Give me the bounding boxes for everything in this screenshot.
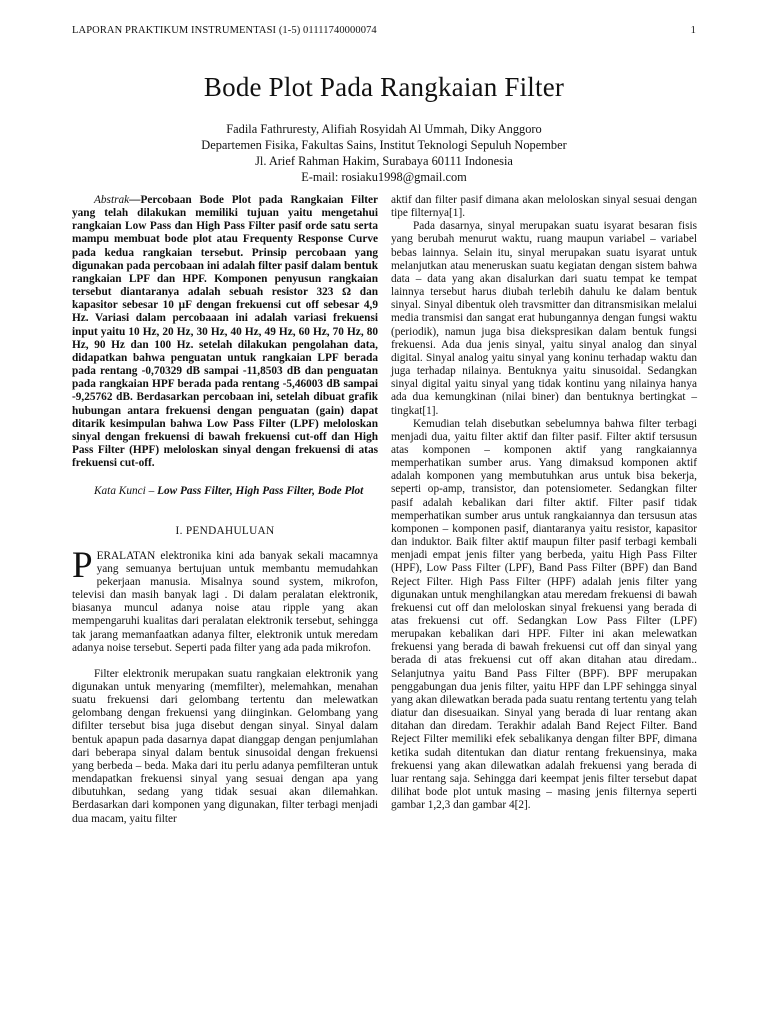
department: Departemen Fisika, Fakultas Sains, Institut Teknologi Sepuluh Nopember [201,138,567,152]
intro-paragraph-2: Filter elektronik merupakan suatu rangkaian elektronik yang digunakan untuk menyaring (memfilter), melemahkan, menahan suatu frekuensi dari gelombang tertentu dan melewatkan gelombang dengan frekuensi yang diinginkan. Gelombang yang difilter tersebut bisa juga disebut dengan sinyal. Sinyal dalam bentuk apapun pada dasarnya dapat dianggap dengan penjumlahan dari beberapa sinyal dalam bentuk sinusoidal dengan frekuensi yang berbeda – beda. Maka dari itu perlu adanya pemfilteran untuk mendapatkan frekuensi sinyal yang sesuai dengan apa yang dibutuhkan, sedang yang tidak sesuai akan dilemahkan. Berdasarkan dari komponen yang digunakan, filter terbagi menjadi dua macam, yaitu filter [72,667,378,825]
left-column [72,194,378,826]
author-block [0,121,768,185]
right-paragraph-2: Kemudian telah disebutkan sebelumnya bahwa filter terbagi menjadi dua, yaitu filter aktif dan filter pasif. Filter aktif tersusun atas komponen – komponen aktif yang rangkaiannya memperhatikan sumber arus. Yang dimaksud komponen aktif adalah komponen yang membutuhkan arus untuk bisa bekerja, seperti op-amp, transistor, dan potensiometer. Sedangkan filter pasif adalah kebalikan dari filter aktif. Filter pasif tidak memperhatikan sumber arus untuk rangkaiannya dan tersusun atas komponen – komponen pasif, diantaranya yaitu resistor, kapasitor dan induktor. Baik filter aktif maupun filter pasif terbagi kembali menjadi empat jenis filter yang berbeda, yaitu High Pass Filter (HPF), Low Pass Filter (LPF), Band Pass Filter (BPF) dan Band Reject Filter. High Pass Filter (HPF) adalah jenis filter yang digunakan untuk menghilangkan atau meredam frekuensi di bawah frekuensi cut off dan meloloskan sinyal frekuensi yang berada di atas frekuensi cut off. Sedangkan Low Pass Filter (LPF) merupakan kebalikan dari HPF. Filter ini akan melewatkan frekuensi yang berada di bawah frekuensi cut off dan sinyal yang berada di atas frekuensi cut off akan ditahan atau diredam.. Selanjutnya yaitu Band Pass Filter (BPF). BPF merupakan penggabungan dua jenis filter, yaitu HPF dan LPF sehingga sinyal yang akan dilewatkan berada pada suatu rentang tertentu yang telah diatur dan disesuaikan. Sinyal yang berada di luar rentang akan ditahan dan diredam. Terakhir adalah Band Reject Filter. Band Reject Filter memiliki efek sebalikanya dengan filter BPF, dimana ketika sudah ditentukan dan diatur rentang frekuensinya, maka frekuensi yang akan dilewatkan adalah frekuensi yang berada di luar rentang saja. Sehingga dari keempat jenis filter tersebut dapat dilihat bode plot untuk masing – masing jenis filternya seperti gambar 1,2,3 dan gambar 4[2]. [391,417,697,812]
intro-paragraph-1 [72,544,378,655]
drop-cap: P [72,544,93,586]
authors: Fadila Fathruresty, Alifiah Rosyidah Al Ummah, Diky Anggoro [226,122,542,136]
paper-title: Bode Plot Pada Rangkaian Filter [203,72,565,102]
abstract [72,194,378,470]
keywords-label: Kata Kunci – [94,485,158,498]
right-paragraph-1: Pada dasarnya, sinyal merupakan suatu isyarat besaran fisis yang berubah menurut waktu, ruang maupun variabel – variabel bebas lainnya. Selain itu, sinyal merupakan suatu isyarat untuk melanjutkan atau meneruskan suatu kegiatan dengan sistem bahwa data – data yang akan disalurkan dari suatu tempat ke tempat lainnya tersebut harus diubah terlebih dahulu ke dalam bentuk sinyal. Sinyal dibentuk oleh travsmitter dan ditransmisikan melalui media transmisi dan sangat erat hubungannya dengan fungsi waktu (periodik), namun juga bisa diekspresikan dalam bentuk fungsi frekuensi. Ada dua jenis sinyal, yaitu sinyal analog dan sinyal digital. Sinyal analog yaitu sinyal yang koninu terhadap waktu dan juga terhadap nilainya. Bentuknya yaitu sinusoidal. Sedangkan sinyal digital yaitu sinyal yang tidak kontinu yang nilainya hanya ada dua kemungkinan (nilai biner) dan bentuknya bertingkat – tingkat[1]. [391,220,697,417]
right-column [391,194,697,812]
email: E-mail: rosiaku1998@gmail.com [301,170,467,184]
running-title: LAPORAN PRAKTIKUM INSTRUMENTASI (1-5) 01111740000074 [72,25,377,36]
page-number: 1 [690,25,696,36]
abstract-text: —Percobaan Bode Plot pada Rangkaian Filter yang telah dilakukan memiliki tujuan yaitu mengetahui rangkaian Low Pass dan High Pass Filter pasif orde satu serta mampu membuat bode plot atau Frequenty Response Curve pada kedua rangkaian tersebut. Prinsip percobaan yang digunakan pada percobaan ini adalah filter pasif dalam bentuk rangkaian LPF dan HPF. Komponen penyusun rangkaian tersebut diantaranya adalah sebuah resistor 323 Ω dan kapasitor sebesar 10 μF dengan frekuensi cut off sebesar 4,9 Hz. Variasi dalam percobaaan ini adalah variasi frekuensi input yaitu 10 Hz, 20 Hz, 30 Hz, 40 Hz, 49 Hz, 60 Hz, 70 Hz, 80 Hz, 90 Hz dan 100 Hz. setelah dilakukan pengolahan data, didapatkan bahwa penguatan untuk rangkaian LPF berada pada rentang -0,70329 dB sampai -11,8503 dB dan penguatan pada rangkaian HPF berada pada rentang -5,46003 dB sampai -9,25762 dB. Berdasarkan percobaan ini, setelah dibuat grafik hubungan antara frekuensi dengan penguatan (gain) dapat ditarik kesimpulan bahwa Low Pass Filter (LPF) meloloskan sinyal dengan frekuensi di bawah frekuensi cut-off dan High Pass Filter (HPF) meloloskan sinyal dengan frekuensi di atas frekuensi cut-off. [72,194,378,470]
abstract-label: Abstrak [94,194,130,206]
section-heading-introduction: I. PENDAHULUAN [175,525,275,538]
keywords [72,485,378,498]
intro-paragraph-1-text: ERALATAN elektronika kini ada banyak sekali macamnya yang semuanya bertujuan untuk membantu memudahkan pekerjaan manusia. Misalnya sound system, mikrofon, televisi dan masih banyak lagi . Di dalam peralatan elektronik, biasanya muncul adanya noise atau ripple yang akan mempengaruhi kualitas dari peralatan elektronik tersebut, sehingga tak jarang memanfaatkan adanya filter, elektronik untuk meredam adanya noise tersebut. Seperti pada filter yang ada pada mikrofon. [72,549,378,654]
keywords-text: Low Pass Filter, High Pass Filter, Bode Plot [157,485,364,498]
address: Jl. Arief Rahman Hakim, Surabaya 60111 Indonesia [255,154,513,168]
running-header [72,25,696,36]
right-paragraph-0: aktif dan filter pasif dimana akan meloloskan sinyal sesuai dengan tipe filternya[1]. [391,194,697,220]
